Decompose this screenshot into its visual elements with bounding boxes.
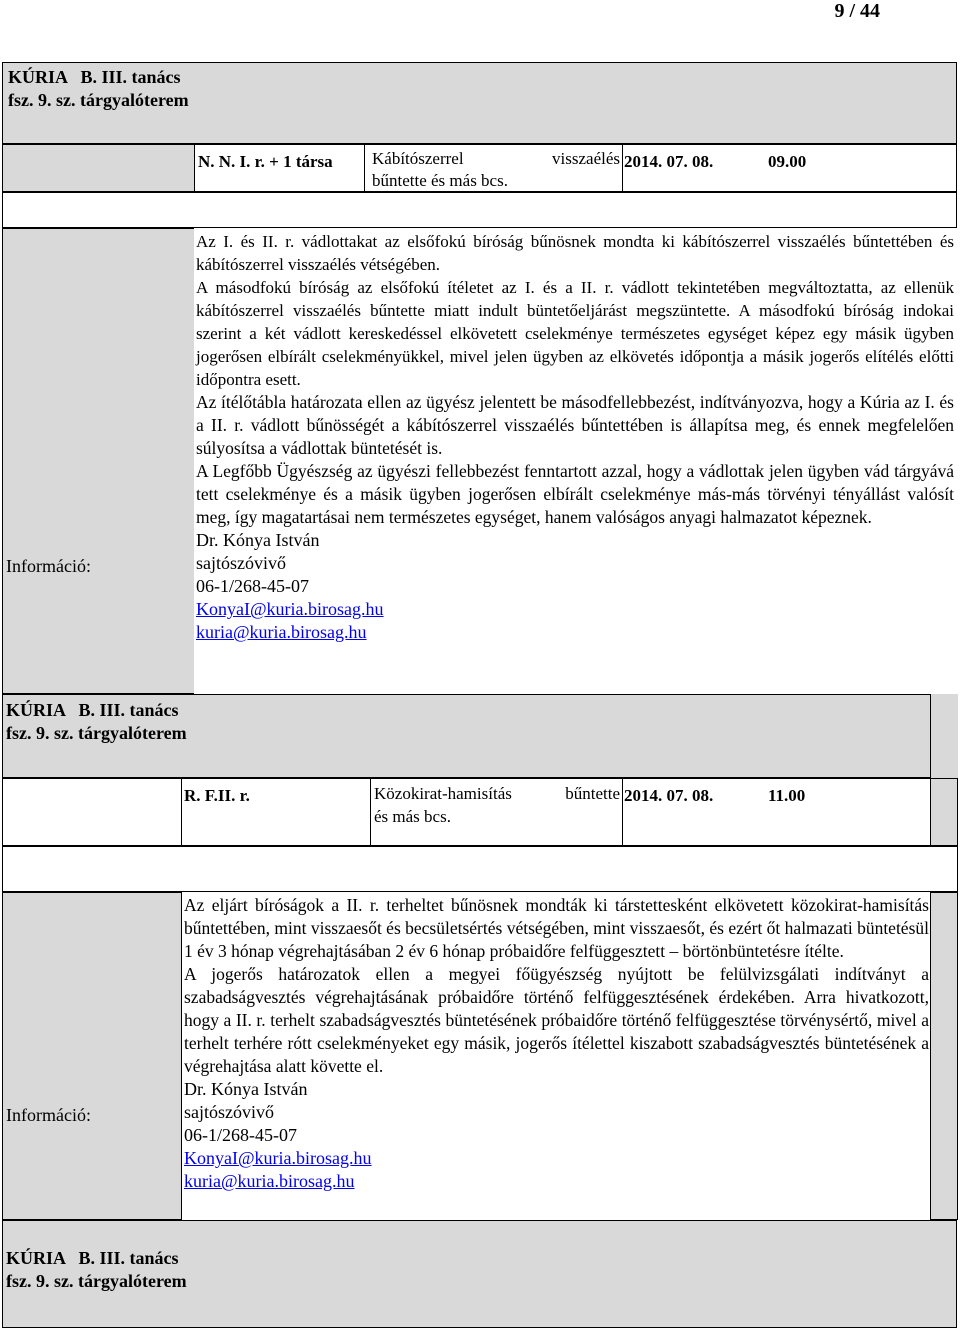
info-paragraph: A Legfőbb Ügyészség az ügyészi fellebbezést fenntartott azzal, hogy a vádlottak jelen ügyben vád tárgyává tett cselekménye és a másik ügyben jogerősen elbírált cselekménye más-más törvényi tényállást valósít meg, így magatartásai nem természetes egységet, hanem valóságos anyagi halmazatot képeznek. [196,461,954,527]
page-number: 9 / 44 [834,0,880,22]
info-paragraph: Az ítélőtábla határozata ellen az ügyész jelentett be másodfellebbezést, indítványozva, hogy a Kúria az I. és a II. r. vádlott bűnösségét a kábítószerrel visszaélés bűntettében is állapítsa meg, és ennek megfelelően súlyosítsa a vádlottak büntetését is. [196,392,954,458]
courtroom: fsz. 9. sz. tárgyalóterem [6,1271,187,1291]
court-name: KÚRIA B. III. tanács [6,700,179,720]
left-column-info [2,228,195,694]
contact-name: Dr. Kónya István [184,1079,308,1099]
info-label: Információ: [6,1105,91,1125]
contact-email-link[interactable]: kuria@kuria.birosag.hu [184,1171,355,1191]
left-column [2,144,195,192]
info-label: Információ: [6,556,91,576]
contact-email-link[interactable]: kuria@kuria.birosag.hu [196,622,367,642]
case-time: 11.00 [768,786,806,805]
contact-role: sajtószóvivő [196,553,286,573]
left-column-info [2,892,182,1220]
case-charge-line2: bűntette és más bcs. [372,171,508,190]
case-parties: N. N. I. r. + 1 társa [198,152,333,171]
case-date: 2014. 07. 08. [624,786,714,805]
courtroom: fsz. 9. sz. tárgyalóterem [6,723,187,743]
contact-phone: 06-1/268-45-07 [184,1125,297,1145]
case-charge [374,782,620,828]
case-charge [372,148,620,192]
case-date: 2014. 07. 08. [624,152,714,171]
case-charge-line2: és más bcs. [374,807,451,826]
info-paragraph: Az eljárt bíróságok a II. r. terheltet bűnösnek mondták ki társtettesként elkövetett közokirat-hamisítás bűntettében, mint visszaesőt és becsületsértés vétségében, mint visszaesőt, és ezért őt halmazati büntetésül 1 év 3 hónap végrehajtásában 2 év 6 hónap próbaidőre felfüggesztett – börtönbüntetésre ítélte. [184,895,929,961]
court-name: KÚRIA B. III. tanács [8,67,181,87]
court-name: KÚRIA B. III. tanács [6,1248,179,1268]
separator-row [2,192,957,228]
contact-phone: 06-1/268-45-07 [196,576,309,596]
contact-name: Dr. Kónya István [196,530,320,550]
info-paragraph: A másodfokú bíróság az elsőfokú ítéletet az I. és a II. r. vádlott tekintetében megváltoztatta, az ellenük kábítószerrel visszaélés bűntette miatt indult büntetőeljárást megszüntette. A másodfokú bíróság indokai szerint a két vádlott kereskedéssel elkövetett cselekménye természetes egységet képez egy másik ügyben jogerősen elbírált cselekményükkel, mivel jelen ügyben az elkövetés időpontja a másik jogerős elítélés előtti időpontra esett. [196,278,954,389]
info-paragraph: Az I. és II. r. vádlottakat az elsőfokú bíróság bűnösnek mondta ki kábítószerrel visszaélés bűntettében és kábítószerrel visszaélés vétségében. [196,232,954,274]
contact-email-link[interactable]: KonyaI@kuria.birosag.hu [196,599,384,619]
case-parties: R. F.II. r. [184,786,250,805]
contact-email-link[interactable]: KonyaI@kuria.birosag.hu [184,1148,372,1168]
case-charge-line1: Közokirat-hamisítás bűntette [374,784,620,803]
case-time: 09.00 [768,152,807,171]
courtroom: fsz. 9. sz. tárgyalóterem [8,90,189,110]
separator-row [2,846,958,892]
left-column [2,778,182,846]
case-charge-line1: Kábítószerrel visszaélés [372,149,620,168]
info-text [184,894,929,1193]
info-paragraph: A jogerős határozatok ellen a megyei főügyészség nyújtott be felülvizsgálati indítványt a szabadságvesztés végrehajtásának próbaidőre történő felfüggesztésének érdekében. Arra hivatkozott, hogy a II. r. terhelt szabadságvesztés büntetésének próbaidőre történő felfüggesztése törvénysértő, mivel a terhelt terhére rótt cselekményeket egy másik, jogerős ítélettel kiszabott szabadságvesztés büntetésének a végrehajtása alatt követte el. [184,964,929,1076]
info-text [196,230,954,644]
contact-role: sajtószóvivő [184,1102,274,1122]
